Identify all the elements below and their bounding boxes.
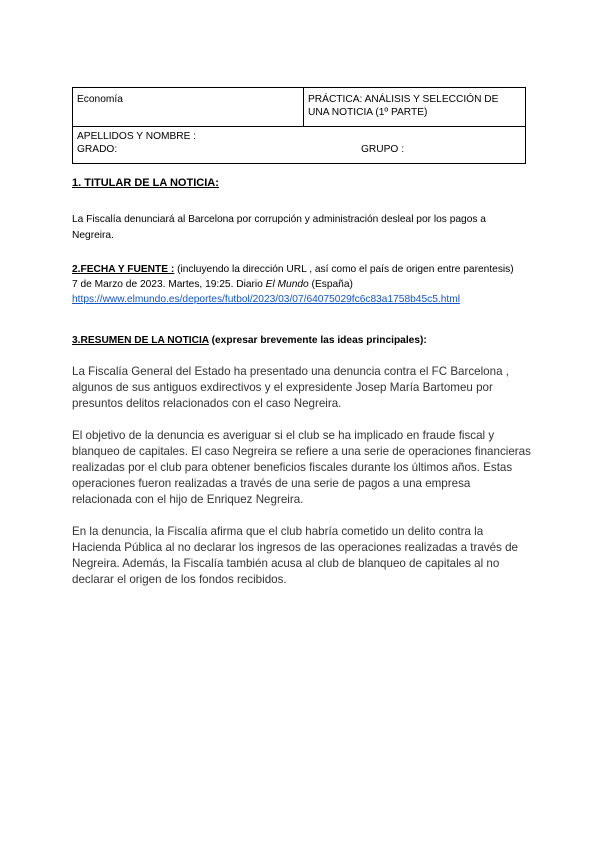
newspaper-name: El Mundo	[265, 279, 309, 290]
source-url-link[interactable]: https://www.elmundo.es/deportes/futbol/2023/03/07/64075029fc6c83a1758b45c5.html	[72, 294, 460, 305]
practice-title: PRÁCTICA: ANÁLISIS Y SELECCIÓN DE UNA NOTICIA (1º PARTE)	[308, 94, 499, 118]
section3-heading	[72, 335, 427, 346]
news-headline: La Fiscalía denunciará al Barcelona por corrupción y administración desleal por los pagos a Negreira.	[72, 214, 486, 241]
student-info-cell	[73, 127, 526, 164]
names-label: APELLIDOS Y NOMBRE :	[77, 131, 197, 142]
date-text: 7 de Marzo de 2023. Martes, 19:25. Diario	[72, 279, 266, 290]
grupo-label: GRUPO :	[361, 143, 405, 155]
summary-paragraph: La Fiscalía General del Estado ha presentado una denuncia contra el FC Barcelona , algunos de sus antiguos exdirectivos y el expresidente Josep María Bartomeu por presuntos delitos relacionados con el caso Negreira.	[72, 365, 509, 410]
header-table	[72, 87, 526, 164]
country-text: (España)	[308, 279, 353, 290]
subject-cell	[73, 88, 304, 127]
section2-block	[72, 262, 528, 307]
practice-cell	[304, 88, 526, 127]
summary-paragraph: En la denuncia, la Fiscalía afirma que el club habría cometido un delito contra la Hacienda Pública al no declarar los ingresos de las operaciones realizadas a través de Negreira. Además, la Fiscalía también acusa al club de blanqueo de capitales al no declarar el origen de los fondos recibidos.	[72, 525, 518, 586]
grado-label: GRADO:	[77, 143, 118, 155]
section3-title: 3.RESUMEN DE LA NOTICIA	[72, 335, 209, 346]
section3-instruction: (expresar brevemente las ideas principales):	[208, 335, 427, 346]
subject-label: Economía	[77, 94, 123, 105]
summary-paragraph: El objetivo de la denuncia es averiguar si el club se ha implicado en fraude fiscal y blanqueo de capitales. El caso Negreira se refiere a una serie de operaciones financieras realizadas por el club para obtener beneficios fiscales durante los últimos años. Estas operaciones fueron realizadas a través de una serie de pagos a una empresa relacionada con el hijo de Enriquez Negreira.	[72, 429, 531, 506]
summary-body	[72, 364, 532, 604]
section1-title: 1. TITULAR DE LA NOTICIA:	[72, 177, 219, 189]
section2-title: 2.FECHA Y FUENTE :	[72, 264, 175, 275]
section2-instruction: (incluyendo la dirección URL , así como el país de origen entre parentesis)	[174, 264, 514, 275]
